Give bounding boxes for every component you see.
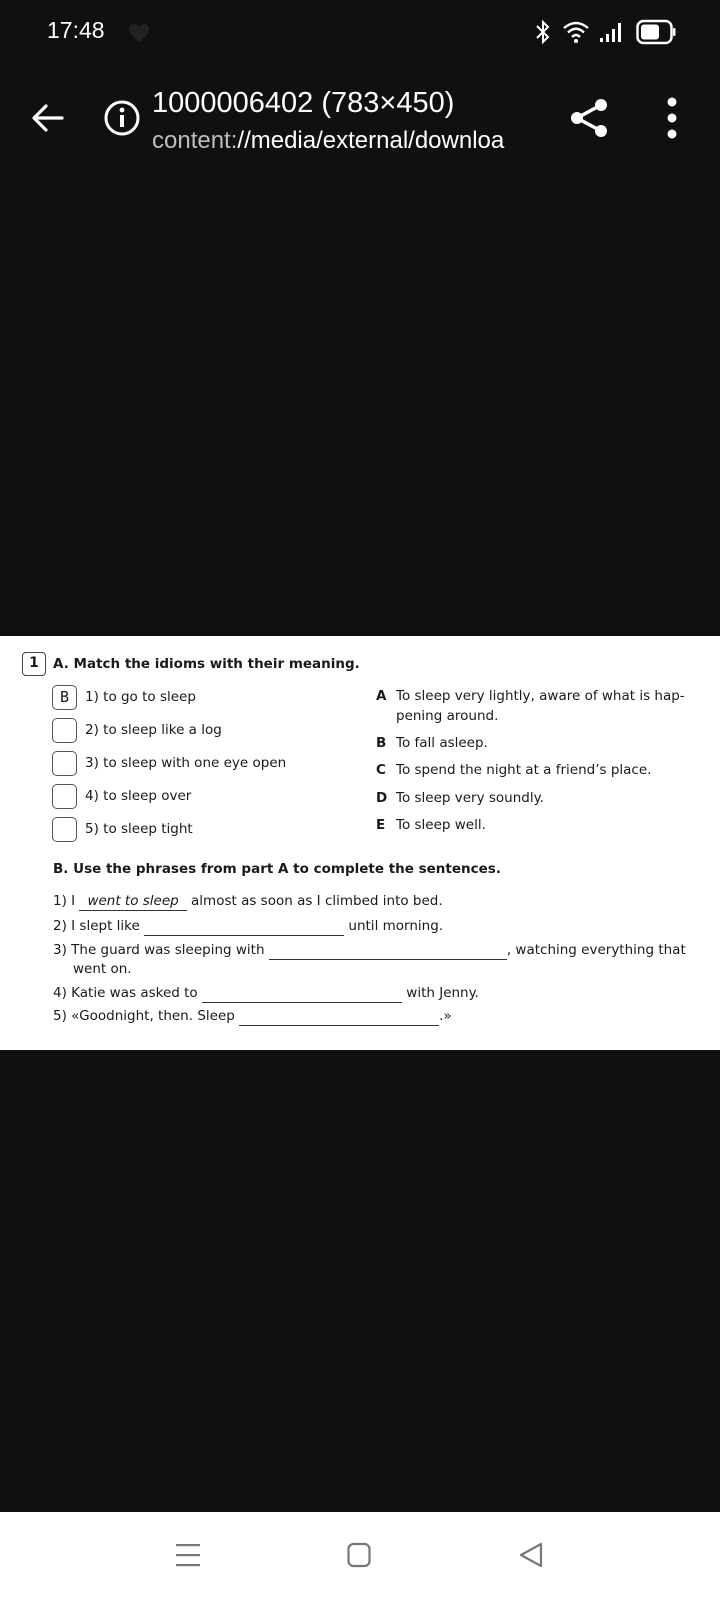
meaning-text: To sleep very soundly. <box>396 790 544 806</box>
idiom-row <box>52 783 191 809</box>
sentence-text: with Jenny. <box>406 985 479 1001</box>
battery-icon <box>636 19 676 45</box>
heart-icon <box>128 23 150 43</box>
meaning-item <box>376 760 706 780</box>
sentence <box>53 941 686 960</box>
part-a-heading: A. Match the idioms with their meaning. <box>53 656 360 672</box>
idiom-text: 5) to sleep tight <box>85 821 193 837</box>
signal-icon <box>600 20 626 44</box>
sentence-text: almost as soon as I climbed into bed. <box>191 893 443 909</box>
meaning-letter: E <box>376 817 386 833</box>
sentence-text: until morning. <box>348 918 444 934</box>
answer-blank <box>239 1010 439 1026</box>
meaning-text: To spend the night at a friend’s place. <box>396 762 652 778</box>
answer-box <box>52 751 77 776</box>
idiom-text: 4) to sleep over <box>85 788 192 804</box>
meaning-text: To fall asleep. <box>396 735 488 751</box>
sentence-text: 3) The guard was sleeping with <box>53 942 265 958</box>
idiom-row <box>52 816 193 842</box>
exercise-number: 1 <box>22 652 46 676</box>
answer-blank <box>202 987 402 1003</box>
app-bar <box>0 80 720 160</box>
sentence <box>53 892 443 911</box>
sentence-text: 2) I slept like <box>53 918 140 934</box>
sentence-text: 1) I <box>53 893 76 909</box>
idiom-row <box>52 717 222 743</box>
status-bar <box>0 0 720 64</box>
idiom-text: 1) to go to sleep <box>85 689 196 705</box>
meaning-item <box>376 815 706 835</box>
bluetooth-icon <box>534 20 552 44</box>
idiom-row <box>52 684 196 710</box>
idiom-text: 2) to sleep like a log <box>85 722 222 738</box>
meaning-letter: B <box>376 735 387 751</box>
meaning-item <box>376 686 706 726</box>
wifi-icon <box>562 20 590 44</box>
meaning-text: To sleep very lightly, aware of what is hap-pening around. <box>396 688 685 724</box>
part-b-heading: B. Use the phrases from part A to complete the sentences. <box>53 861 501 877</box>
meaning-letter: D <box>376 790 388 806</box>
answer-blank <box>269 944 507 960</box>
sentence-text: , watching everything that <box>506 942 686 958</box>
back-arrow-icon[interactable] <box>28 98 68 138</box>
sentence-text: 5) «Goodnight, then. Sleep <box>53 1008 235 1024</box>
home-icon[interactable] <box>347 1542 371 1568</box>
more-vert-icon[interactable] <box>660 96 684 140</box>
meaning-letter: A <box>376 688 387 704</box>
file-uri <box>152 127 525 155</box>
sentence <box>53 917 443 936</box>
worksheet-image[interactable] <box>0 636 720 1050</box>
meaning-letter: C <box>376 762 386 778</box>
sentence-text: .» <box>439 1008 452 1024</box>
meaning-text: To sleep well. <box>396 817 486 833</box>
sentence-continuation: went on. <box>73 961 132 977</box>
status-icons <box>534 18 676 46</box>
meaning-item <box>376 733 706 753</box>
answer-box <box>52 718 77 743</box>
meaning-item <box>376 788 706 808</box>
sentence <box>53 1007 452 1026</box>
idiom-text: 3) to sleep with one eye open <box>85 755 287 771</box>
file-uri-scheme: content: <box>152 127 238 154</box>
recents-icon[interactable] <box>176 1542 200 1568</box>
sentence-text: 4) Katie was asked to <box>53 985 198 1001</box>
answer-blank <box>144 920 344 936</box>
filled-answer: went to sleep <box>79 893 186 911</box>
navigation-bar <box>0 1512 720 1600</box>
back-triangle-icon[interactable] <box>518 1542 544 1568</box>
share-icon[interactable] <box>568 96 612 140</box>
answer-box <box>52 784 77 809</box>
sentence <box>53 984 479 1003</box>
answer-box <box>52 817 77 842</box>
status-time: 17:48 <box>47 17 105 43</box>
file-uri-path: //media/external/downloa <box>237 127 505 154</box>
idiom-row <box>52 750 286 776</box>
info-icon[interactable] <box>104 100 140 136</box>
answer-box: B <box>52 685 77 710</box>
file-title: 1000006402 (783×450) <box>152 87 455 119</box>
